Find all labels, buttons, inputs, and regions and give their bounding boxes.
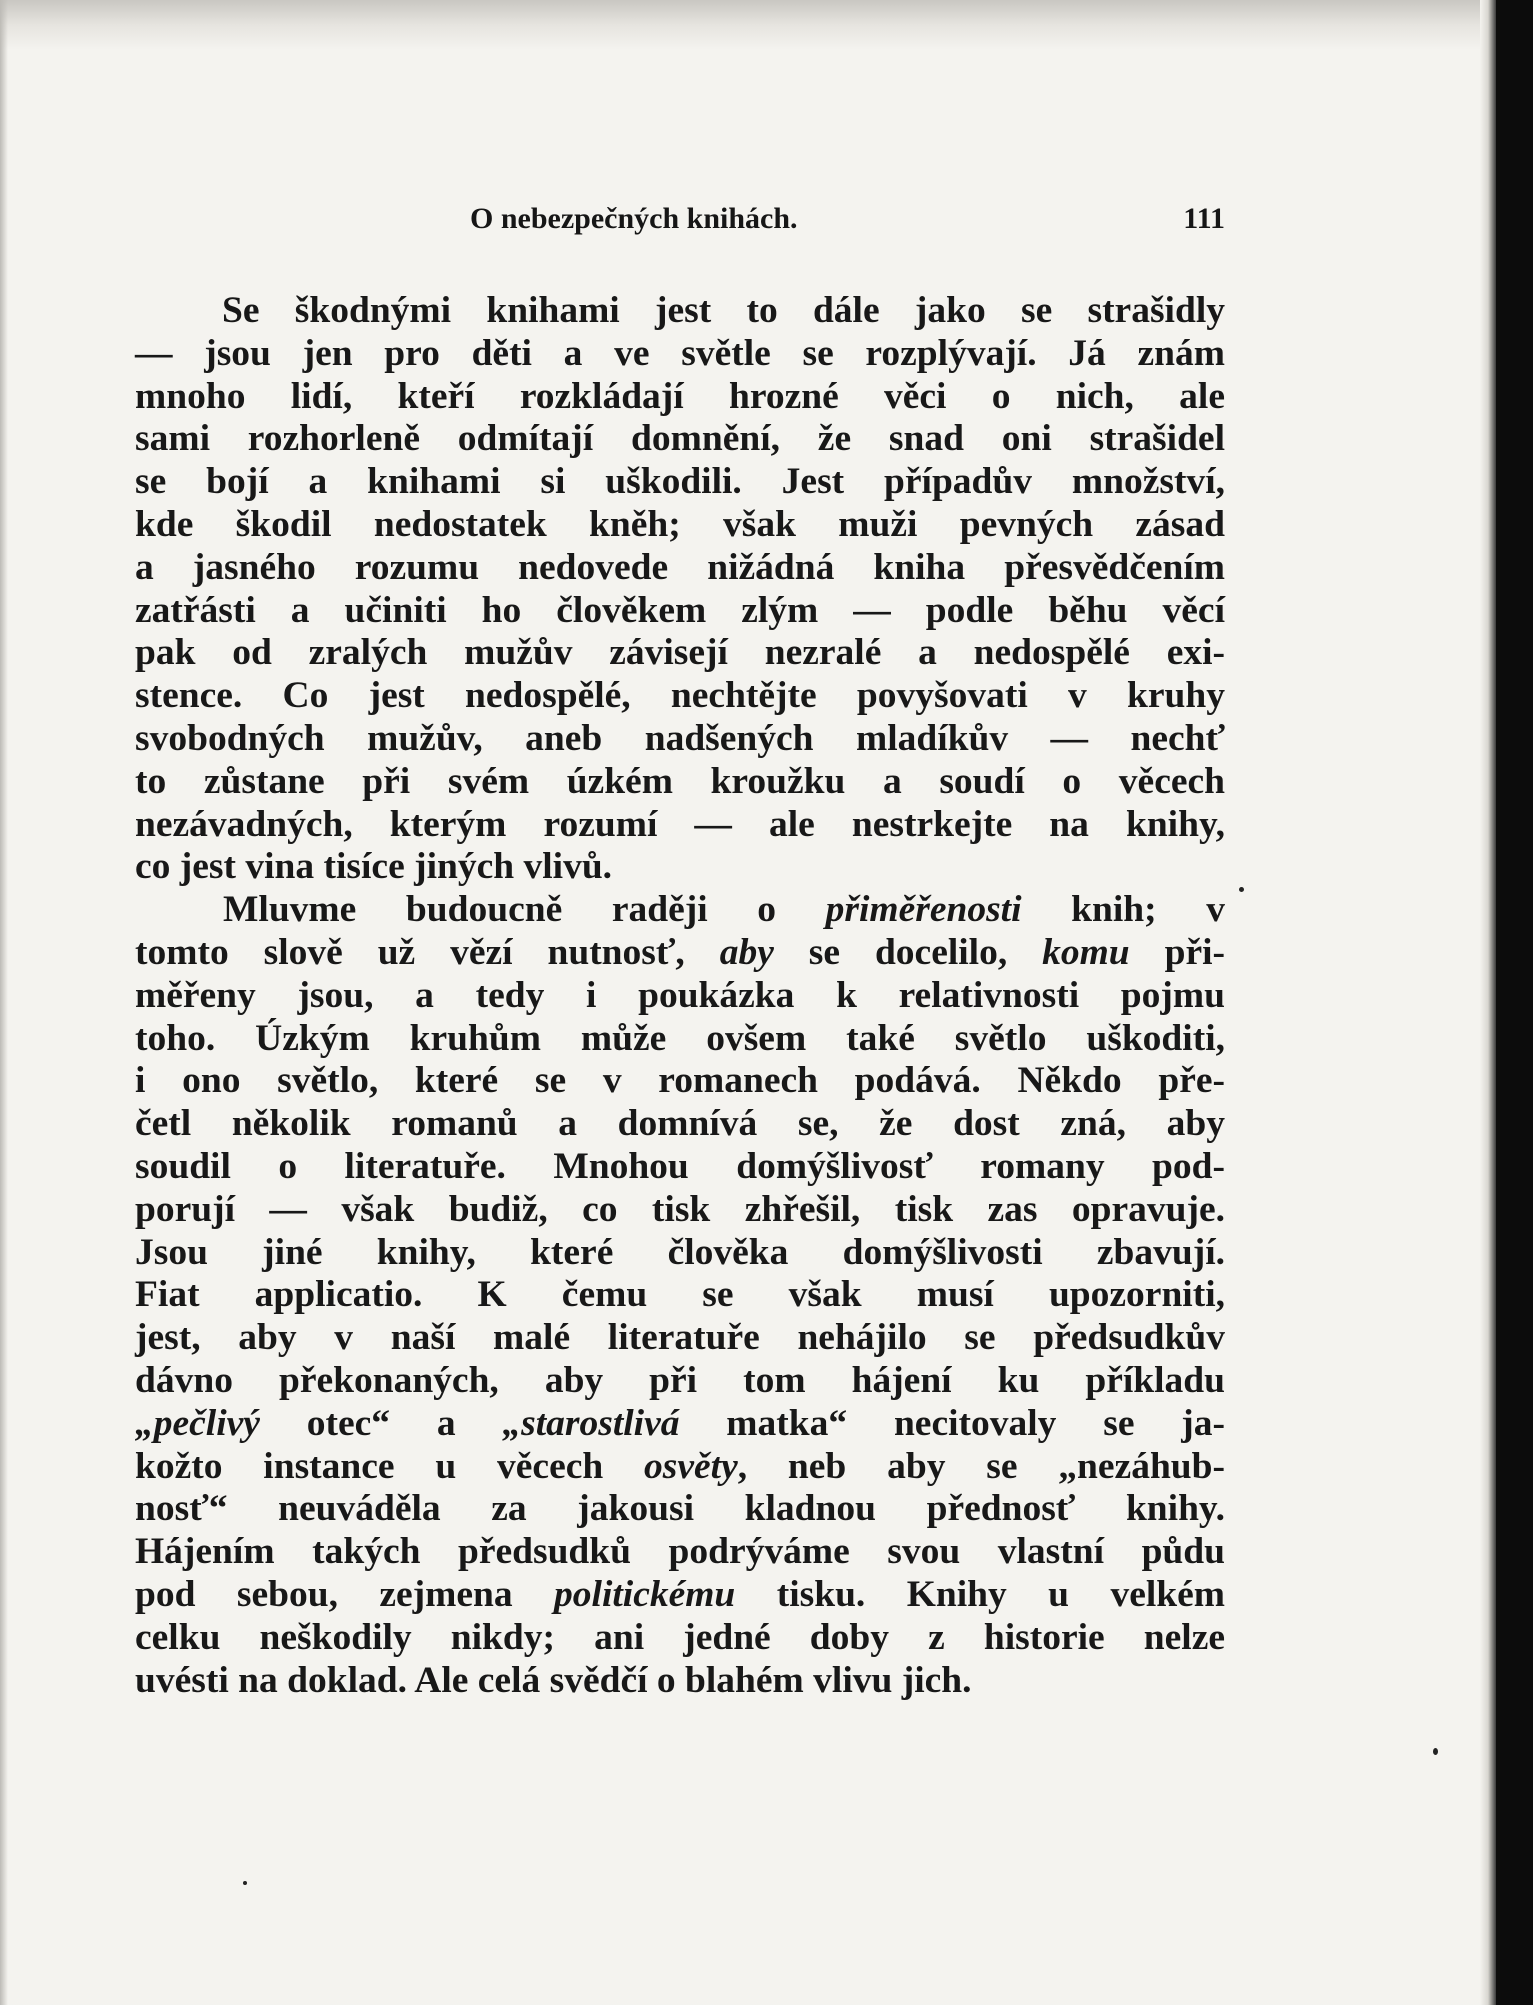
- emphasis: komu: [1042, 931, 1130, 973]
- text-line: Fiat applicatio. K čemu se však musí upozorniti,: [135, 1274, 1225, 1316]
- emphasis: politickému: [554, 1573, 736, 1615]
- text-line: zatřásti a učiniti ho člověkem zlým — podle běhu věcí: [135, 589, 1225, 631]
- text-line: soudil o literatuře. Mnohou domýšlivosť romany pod-: [135, 1145, 1225, 1187]
- text-line: i ono světlo, které se v romanech podává. Někdo pře-: [135, 1060, 1225, 1102]
- top-edge-shadow: [0, 0, 1496, 50]
- paragraph-1: [135, 290, 1225, 889]
- text-line: [135, 889, 1225, 932]
- page-right-edge: [1480, 0, 1496, 2005]
- text-run: , neb aby se „nezáhub-: [737, 1445, 1225, 1487]
- text-run: tomto slově už vězí nutnosť,: [135, 931, 720, 973]
- text-line: Jsou jiné knihy, které člověka domýšlivosti zbavují.: [135, 1231, 1225, 1273]
- text-line: se bojí a knihami si uškodili. Jest případův množství,: [135, 461, 1225, 503]
- ink-speck: [243, 1881, 247, 1885]
- text-run: tisku. Knihy u velkém: [735, 1573, 1225, 1615]
- text-line: pak od zralých mužův závisejí nezralé a nedospělé exi-: [135, 632, 1225, 674]
- text-line: nezávadných, kterým rozumí — ale nestrkejte na knihy,: [135, 803, 1225, 845]
- emphasis: „pečlivý: [135, 1402, 260, 1444]
- text-line: měřeny jsou, a tedy i poukázka k relativnosti pojmu: [135, 974, 1225, 1016]
- text-line: stence. Co jest nedospělé, nechtějte povyšovati v kruhy: [135, 675, 1225, 717]
- text-line: a jasného rozumu nedovede nižádná kniha přesvědčením: [135, 546, 1225, 588]
- scan-border: [1496, 0, 1533, 2005]
- body-text: [135, 290, 1225, 1702]
- text-run: se docelilo,: [773, 931, 1043, 973]
- text-line: [135, 1403, 1225, 1446]
- text-line: [135, 1574, 1225, 1617]
- text-run: Mluvme budoucně raději o: [223, 889, 826, 931]
- text-line: četl několik romanů a domnívá se, že dost zná, aby: [135, 1103, 1225, 1145]
- emphasis: přiměřenosti: [825, 889, 1022, 931]
- text-line: — jsou jen pro děti a ve světle se rozplývají. Já znám: [135, 332, 1225, 374]
- page-number: 111: [1183, 202, 1225, 235]
- text-line: dávno překonaných, aby při tom hájení ku příkladu: [135, 1359, 1225, 1401]
- running-head: [135, 202, 1225, 242]
- text-line: co jest vina tisíce jiných vlivů.: [135, 846, 613, 888]
- text-line: nosť“ neuváděla za jakousi kladnou přednosť knihy.: [135, 1488, 1225, 1530]
- text-line: porují — však budiž, co tisk zhřešil, tisk zas opravuje.: [135, 1188, 1225, 1230]
- text-line: mnoho lidí, kteří rozkládají hrozné věci o nich, ale: [135, 375, 1225, 417]
- running-head-title: O nebezpečných knihách.: [470, 202, 798, 235]
- text-line: [135, 1446, 1225, 1489]
- text-run: kožto instance u věcech: [135, 1445, 645, 1487]
- text-run: knih; v: [1021, 889, 1225, 931]
- text-line: jest, aby v naší malé literatuře nehájilo se předsudkův: [135, 1317, 1225, 1359]
- text-run: otec“ a: [259, 1402, 503, 1444]
- text-line: Hájením takých předsudků podrýváme svou vlastní půdu: [135, 1531, 1225, 1573]
- text-line: Se škodnými knihami jest to dále jako se strašidly: [222, 290, 1225, 331]
- ink-speck: [1239, 887, 1244, 892]
- ink-speck: [1433, 1748, 1438, 1755]
- text-line: celku neškodily nikdy; ani jedné doby z historie nelze: [135, 1616, 1225, 1658]
- left-edge-shadow: [0, 0, 8, 2005]
- text-line: uvésti na doklad. Ale celá svědčí o blahém vlivu jich.: [135, 1659, 972, 1701]
- text-line: toho. Úzkým kruhům může ovšem také světlo uškoditi,: [135, 1017, 1225, 1059]
- text-run: při-: [1129, 931, 1225, 973]
- text-run: matka“ necitovaly se ja-: [679, 1402, 1226, 1444]
- text-line: kde škodil nedostatek kněh; však muži pevných zásad: [135, 503, 1225, 545]
- text-line: svobodných mužův, aneb nadšených mladíkův — nechť: [135, 717, 1225, 759]
- emphasis: „starostlivá: [502, 1402, 680, 1444]
- paragraph-2: [135, 889, 1225, 1702]
- text-run: pod sebou, zejmena: [135, 1573, 555, 1615]
- text-line: to zůstane při svém úzkém kroužku a soudí o věcech: [135, 760, 1225, 802]
- emphasis: osvěty: [644, 1445, 738, 1487]
- emphasis: aby: [719, 931, 774, 973]
- text-line: sami rozhorleně odmítají domnění, že snad oni strašidel: [135, 418, 1225, 460]
- text-line: [135, 932, 1225, 975]
